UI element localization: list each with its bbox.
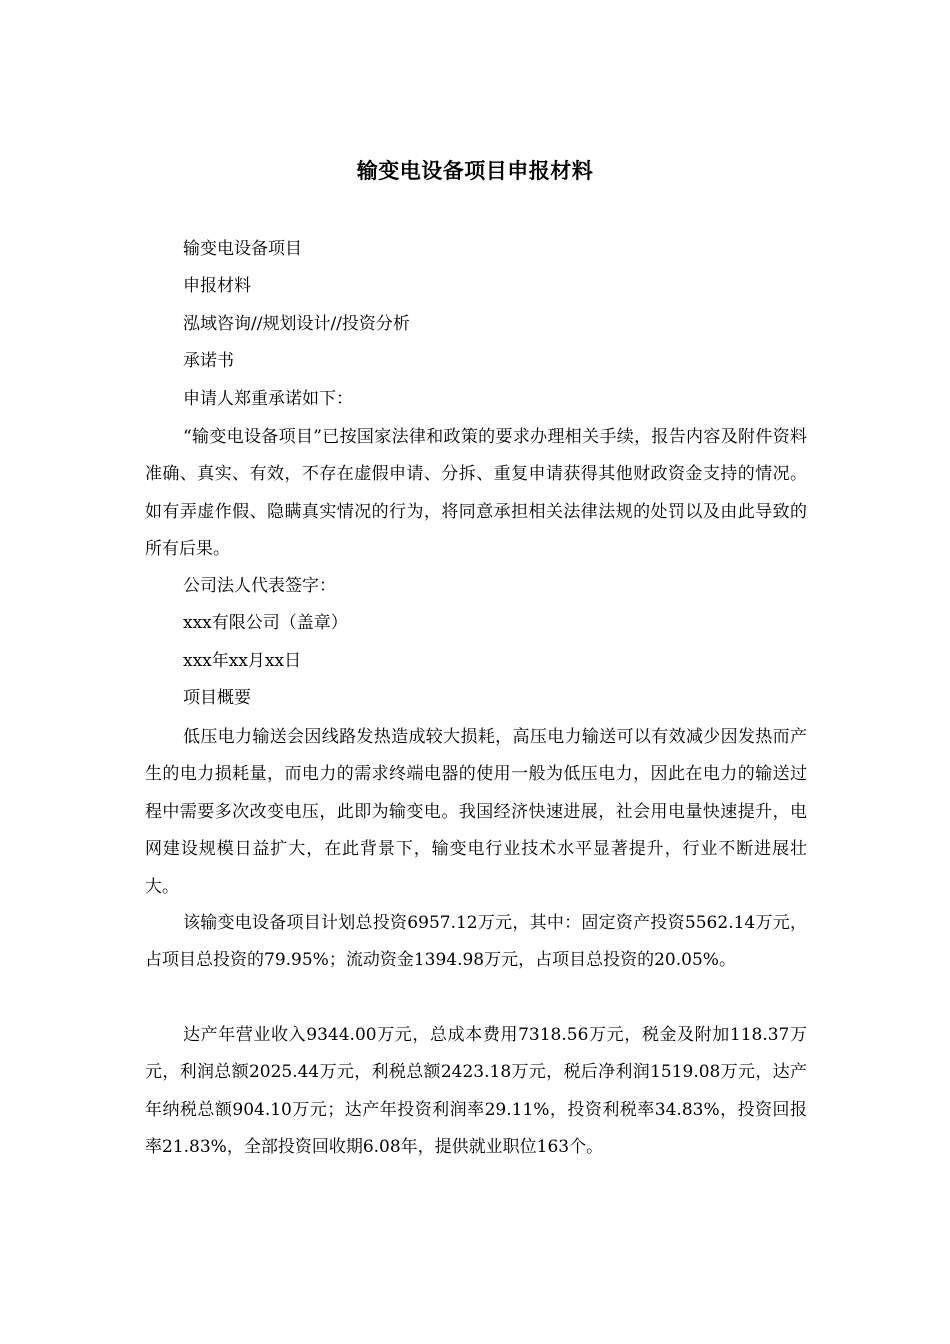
financial-paragraph: 达产年营业收入9344.00万元，总成本费用7318.56万元，税金及附加118.37万元，利润总额2025.44万元，利税总额2423.18万元，税后净利润1519.08万元，达产年纳税总额904.10万元；达产年投资利润率29.11%，投资利税率34.83%，投资回报率21.83%，全部投资回收期6.08年，提供就业职位163个。 bbox=[145, 1025, 807, 1158]
consultancy-line: 泓域咨询//规划设计//投资分析 bbox=[183, 314, 410, 334]
overview-heading: 项目概要 bbox=[183, 688, 251, 708]
investment-paragraph: 该输变电设备项目计划总投资6957.12万元，其中：固定资产投资5562.14万元，占项目总投资的79.95%；流动资金1394.98万元，占项目总投资的20.05%。 bbox=[145, 913, 807, 971]
overview-paragraph: 低压电力输送会因线路发热造成较大损耗，高压电力输送可以有效减少因发热而产生的电力损耗量，而电力的需求终端电器的使用一般为低压电力，因此在电力的输送过程中需要多次改变电压，此即为输变电。我国经济快速进展，社会用电量快速提升，电网建设规模日益扩大，在此背景下，输变电行业技术水平显著提升，行业不断进展壮大。 bbox=[145, 727, 807, 897]
date-line: xxx年xx月xx日 bbox=[183, 651, 302, 671]
signature-label: 公司法人代表签字： bbox=[183, 576, 336, 596]
document-title: 输变电设备项目申报材料 bbox=[356, 158, 594, 183]
pledge-heading: 承诺书 bbox=[183, 351, 234, 371]
project-name-line: 输变电设备项目 bbox=[183, 239, 302, 259]
document-type-line: 申报材料 bbox=[183, 276, 251, 296]
pledge-paragraph: “输变电设备项目”已按国家法律和政策的要求办理相关手续，报告内容及附件资料准确、真实、有效，不存在虚假申请、分拆、重复申请获得其他财政资金支持的情况。如有弄虚作假、隐瞒真实情况的行为，将同意承担相关法律法规的处罚以及由此导致的所有后果。 bbox=[145, 427, 807, 560]
applicant-pledge-intro: 申请人郑重承诺如下： bbox=[183, 389, 353, 409]
company-stamp-line: xxx有限公司（盖章） bbox=[183, 613, 348, 633]
